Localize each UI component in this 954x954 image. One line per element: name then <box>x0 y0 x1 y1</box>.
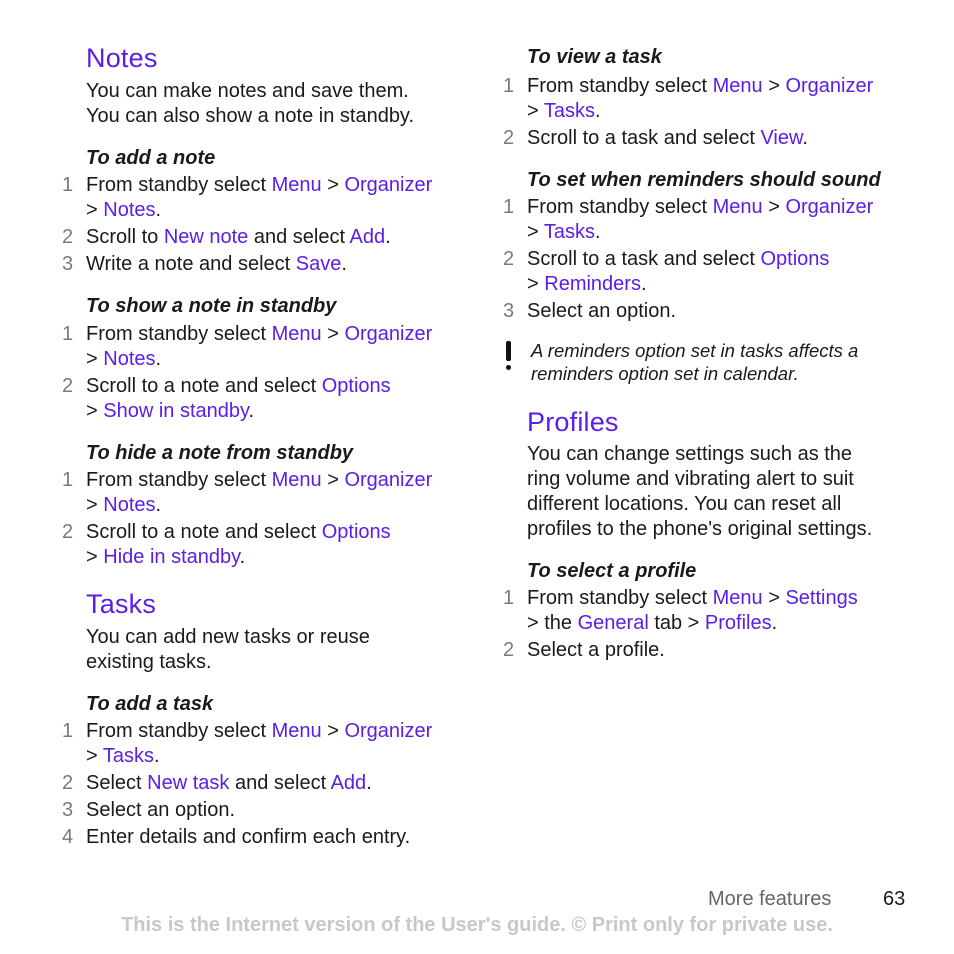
tasks-heading: Tasks <box>86 589 157 619</box>
menu-link: Notes <box>103 348 156 370</box>
step-number: 2 <box>503 639 515 661</box>
step-number: 2 <box>62 375 74 397</box>
step-number: 1 <box>503 75 515 97</box>
step-text: Select a profile. <box>527 639 665 661</box>
menu-link: Tasks <box>543 100 595 122</box>
step-text: From standby select Menu > Organizer > Tasks. <box>527 196 874 243</box>
menu-link: General <box>577 612 649 634</box>
step-text: Select New task and select Add. <box>86 772 372 794</box>
step-text: Scroll to a note and select Options > Show in standby. <box>86 375 391 422</box>
note-line: reminders option set in calendar. <box>531 363 799 384</box>
menu-link: Organizer <box>785 196 874 218</box>
step-text: Scroll to a note and select Options > Hide in standby. <box>86 521 391 568</box>
step-text: Select an option. <box>86 799 235 821</box>
menu-link: Options <box>760 248 830 270</box>
step-text: Scroll to New note and select Add. <box>86 226 391 248</box>
reminders-subheading: To set when reminders should sound <box>527 169 881 191</box>
menu-link: New note <box>163 226 249 248</box>
menu-link: Show in standby <box>103 400 249 422</box>
show-note-subheading: To show a note in standby <box>86 295 337 317</box>
step-text: From standby select Menu > Settings > the General tab > Profiles. <box>527 587 858 634</box>
step-text: From standby select Menu > Organizer > Notes. <box>86 469 433 516</box>
step-text: Scroll to a task and select Options > Reminders. <box>527 248 830 295</box>
step-number: 3 <box>503 300 515 322</box>
menu-link: Tasks <box>543 221 595 243</box>
menu-link: Reminders <box>544 273 641 295</box>
menu-link: Menu <box>712 587 763 609</box>
step-number: 4 <box>62 826 74 848</box>
add-task-subheading: To add a task <box>86 693 214 715</box>
step-number: 1 <box>503 196 515 218</box>
step-number: 1 <box>62 469 74 491</box>
tasks-intro <box>86 625 370 675</box>
menu-link: Tasks <box>102 745 154 767</box>
step-text: Write a note and select Save. <box>86 253 347 275</box>
hide-note-subheading: To hide a note from standby <box>86 442 354 464</box>
notes-intro-line: You can make notes and save them. <box>86 80 409 102</box>
menu-link: Add <box>330 772 367 794</box>
menu-link: Save <box>295 253 342 275</box>
step-number: 2 <box>62 772 74 794</box>
menu-link: Profiles <box>704 612 772 634</box>
step-text: From standby select Menu > Organizer > Tasks. <box>86 720 433 767</box>
menu-link: Organizer <box>344 174 433 196</box>
page-number: 63 <box>883 888 906 910</box>
notes-heading: Notes <box>86 43 158 73</box>
tasks-intro-line: existing tasks. <box>86 651 212 673</box>
menu-link: Organizer <box>344 323 433 345</box>
note-line: A reminders option set in tasks affects a <box>531 340 859 361</box>
select-profile-subheading: To select a profile <box>527 560 697 582</box>
menu-link: Menu <box>712 75 763 97</box>
notes-intro-line: You can also show a note in standby. <box>86 105 415 127</box>
menu-link: Menu <box>271 469 322 491</box>
step-number: 3 <box>62 799 74 821</box>
step-text: Select an option. <box>527 300 676 322</box>
step-text: Enter details and confirm each entry. <box>86 826 411 848</box>
tasks-intro-line: You can add new tasks or reuse <box>86 626 370 648</box>
menu-link: Menu <box>271 323 322 345</box>
menu-link: Notes <box>103 199 156 221</box>
step-number: 3 <box>62 253 74 275</box>
add-note-subheading: To add a note <box>86 147 216 169</box>
footer-notice <box>0 914 954 937</box>
menu-link: Options <box>321 521 391 543</box>
step-text: Scroll to a task and select View. <box>527 127 808 149</box>
step-text: From standby select Menu > Organizer > Tasks. <box>527 75 874 122</box>
menu-link: Settings <box>785 587 858 609</box>
footer-notice-text: This is the Internet version of the User's guide. © Print only for private use. <box>121 914 833 936</box>
profiles-intro-line: different locations. You can reset all <box>527 493 842 515</box>
profiles-intro-line: ring volume and vibrating alert to suit <box>527 468 854 490</box>
profiles-intro <box>527 442 872 542</box>
menu-link: Organizer <box>344 469 433 491</box>
reminders-note <box>531 339 931 385</box>
menu-link: Notes <box>103 494 156 516</box>
profiles-intro-line: You can change settings such as the <box>527 443 853 465</box>
profiles-intro-line: profiles to the phone's original settings. <box>527 518 873 540</box>
step-number: 1 <box>62 720 74 742</box>
menu-link: Add <box>349 226 386 248</box>
menu-link: Options <box>321 375 391 397</box>
step-number: 1 <box>62 174 74 196</box>
menu-link: Organizer <box>785 75 874 97</box>
menu-link: Menu <box>271 720 322 742</box>
step-number: 2 <box>503 127 515 149</box>
menu-link: Menu <box>271 174 322 196</box>
menu-link: Menu <box>712 196 763 218</box>
profiles-heading: Profiles <box>527 407 619 437</box>
footer-section-label: More features <box>708 888 832 910</box>
notes-intro <box>86 79 414 129</box>
view-task-subheading: To view a task <box>527 46 662 68</box>
menu-link: Organizer <box>344 720 433 742</box>
step-number: 2 <box>62 521 74 543</box>
menu-link: New task <box>147 772 230 794</box>
menu-link: Hide in standby <box>103 546 240 568</box>
menu-link: View <box>760 127 803 149</box>
step-number: 2 <box>503 248 515 270</box>
step-text: From standby select Menu > Organizer > Notes. <box>86 174 433 221</box>
step-number: 1 <box>62 323 74 345</box>
step-number: 2 <box>62 226 74 248</box>
step-number: 1 <box>503 587 515 609</box>
step-text: From standby select Menu > Organizer > Notes. <box>86 323 433 370</box>
